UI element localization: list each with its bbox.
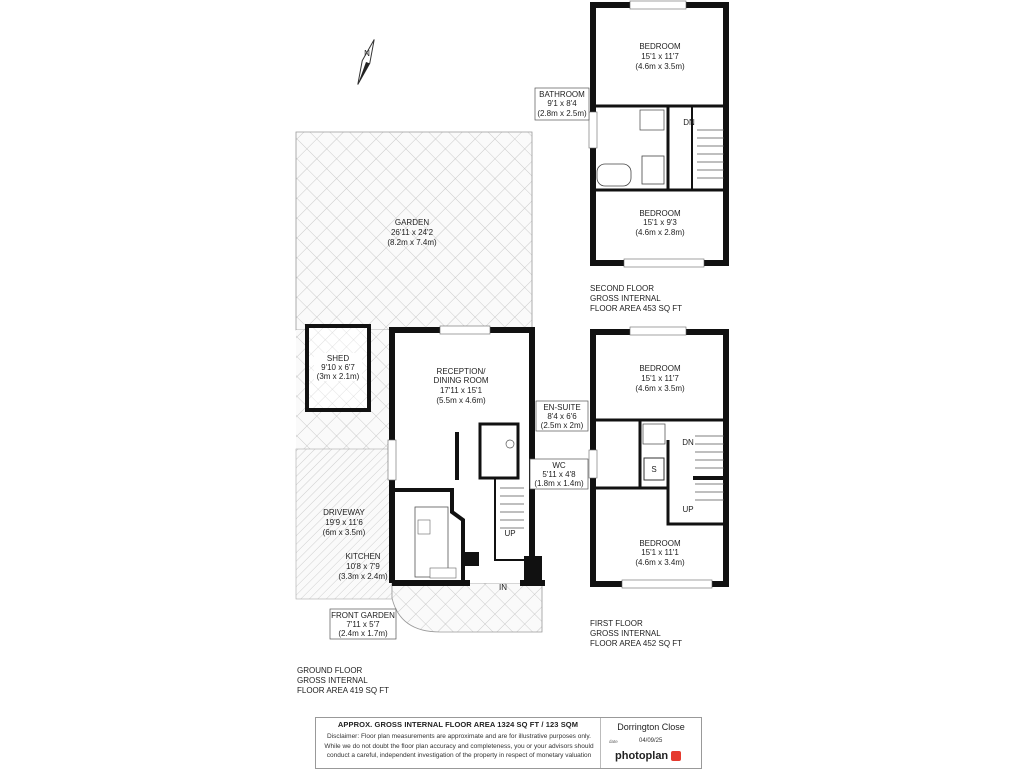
- brand-logo-icon: [671, 751, 681, 761]
- disclaimer: Disclaimer: Floor plan measurements are approximate and are for illustrative purposes only. While we do not doubt the floor plan accuracy and completeness, you or your advisors should conduct a careful, independent investigation of the property in respect of monetary valuation: [324, 733, 594, 759]
- date-label: date: [609, 739, 618, 744]
- svg-text:(6m x 3.5m): (6m x 3.5m): [322, 528, 366, 537]
- stairs-up-ground: UP: [504, 529, 516, 538]
- stairs-up-first: UP: [682, 505, 694, 514]
- kitchen-counter: [415, 507, 448, 577]
- svg-text:(2.8m x 2.5m): (2.8m x 2.5m): [537, 109, 587, 118]
- svg-text:BATHROOM: BATHROOM: [539, 90, 585, 99]
- svg-text:BEDROOM: BEDROOM: [639, 364, 681, 373]
- svg-text:WC: WC: [552, 461, 566, 470]
- svg-text:(3m x 2.1m): (3m x 2.1m): [316, 372, 360, 381]
- svg-text:GARDEN: GARDEN: [394, 218, 430, 227]
- label-reception: [433, 367, 488, 405]
- svg-text:(4.6m x 3.4m): (4.6m x 3.4m): [635, 558, 685, 567]
- svg-text:17'11 x 15'1: 17'11 x 15'1: [439, 386, 483, 395]
- svg-text:15'1 x 9'3: 15'1 x 9'3: [643, 218, 677, 227]
- svg-text:FLOOR AREA 419 SQ FT: FLOOR AREA 419 SQ FT: [297, 686, 390, 695]
- footer-address-box: [601, 718, 701, 768]
- stairs-down-second: DN: [683, 118, 695, 127]
- svg-text:BEDROOM: BEDROOM: [639, 539, 681, 548]
- svg-text:5'11 x 4'8: 5'11 x 4'8: [542, 470, 576, 479]
- svg-text:DINING ROOM: DINING ROOM: [433, 376, 489, 385]
- svg-text:FLOOR AREA 452 SQ FT: FLOOR AREA 452 SQ FT: [590, 639, 683, 648]
- cupboard-marker: S: [651, 465, 657, 474]
- svg-text:15'1 x 11'1: 15'1 x 11'1: [641, 548, 679, 557]
- svg-text:26'11 x 24'2: 26'11 x 24'2: [390, 228, 434, 237]
- svg-text:8'4 x 6'6: 8'4 x 6'6: [547, 412, 577, 421]
- svg-text:19'9 x 11'6: 19'9 x 11'6: [325, 518, 363, 527]
- entrance-marker: IN: [499, 583, 507, 592]
- svg-text:FIRST FLOOR: FIRST FLOOR: [590, 619, 643, 628]
- svg-text:BEDROOM: BEDROOM: [639, 42, 681, 51]
- label-first-bedroom-top: [635, 364, 685, 393]
- svg-text:GROSS INTERNAL: GROSS INTERNAL: [590, 294, 661, 303]
- svg-text:SHED: SHED: [326, 354, 350, 363]
- svg-text:EN-SUITE: EN-SUITE: [543, 403, 581, 412]
- svg-text:15'1 x 11'7: 15'1 x 11'7: [641, 374, 679, 383]
- footer-panel: [315, 717, 702, 769]
- svg-text:9'1 x 8'4: 9'1 x 8'4: [547, 99, 577, 108]
- label-driveway: [323, 508, 366, 537]
- svg-text:(5.5m x 4.6m): (5.5m x 4.6m): [436, 396, 486, 405]
- label-shed: [314, 353, 362, 381]
- svg-text:(4.6m x 3.5m): (4.6m x 3.5m): [635, 62, 685, 71]
- svg-text:(2.4m x 1.7m): (2.4m x 1.7m): [338, 629, 388, 638]
- svg-text:FLOOR AREA 453 SQ FT: FLOOR AREA 453 SQ FT: [590, 304, 683, 313]
- compass-label: N: [364, 49, 370, 58]
- svg-text:7'11 x 5'7: 7'11 x 5'7: [346, 620, 380, 629]
- svg-text:GROSS INTERNAL: GROSS INTERNAL: [297, 676, 368, 685]
- total-area: APPROX. GROSS INTERNAL FLOOR AREA 1324 SQ FT / 123 SQM: [337, 720, 579, 729]
- svg-text:(1.8m x 1.4m): (1.8m x 1.4m): [534, 479, 584, 488]
- compass-needle: [354, 38, 378, 86]
- svg-text:(4.6m x 3.5m): (4.6m x 3.5m): [635, 384, 685, 393]
- ground-floor: [296, 38, 545, 632]
- stairs-down-first: DN: [682, 438, 694, 447]
- label-first-bedroom-bottom: [635, 539, 685, 567]
- svg-text:SECOND FLOOR: SECOND FLOOR: [590, 284, 655, 293]
- property-address: Dorrington Close: [617, 722, 685, 732]
- svg-text:KITCHEN: KITCHEN: [345, 552, 381, 561]
- label-second-bedroom-top: [635, 42, 685, 71]
- footer-info: [316, 718, 601, 768]
- svg-text:RECEPTION/: RECEPTION/: [436, 367, 486, 376]
- svg-text:DRIVEWAY: DRIVEWAY: [323, 508, 365, 517]
- caption-ground-floor: [297, 666, 389, 695]
- caption-first-floor: [590, 619, 682, 648]
- svg-text:10'8 x 7'9: 10'8 x 7'9: [346, 562, 380, 571]
- svg-text:GROSS INTERNAL: GROSS INTERNAL: [590, 629, 661, 638]
- svg-text:BEDROOM: BEDROOM: [639, 209, 681, 218]
- svg-text:FRONT GARDEN: FRONT GARDEN: [331, 611, 395, 620]
- svg-text:15'1 x 11'7: 15'1 x 11'7: [641, 52, 679, 61]
- svg-text:(4.6m x 2.8m): (4.6m x 2.8m): [635, 228, 685, 237]
- svg-text:(2.5m x 2m): (2.5m x 2m): [540, 421, 584, 430]
- caption-second-floor: [590, 284, 682, 313]
- plan-date: 04/09/25: [639, 738, 663, 744]
- front-garden-area: [392, 583, 542, 632]
- brand-logo: photoplan: [615, 750, 669, 762]
- svg-text:(3.3m x 2.4m): (3.3m x 2.4m): [338, 572, 388, 581]
- svg-text:(8.2m x 7.4m): (8.2m x 7.4m): [387, 238, 437, 247]
- svg-text:GROUND FLOOR: GROUND FLOOR: [297, 666, 363, 675]
- svg-text:9'10 x 6'7: 9'10 x 6'7: [321, 363, 355, 372]
